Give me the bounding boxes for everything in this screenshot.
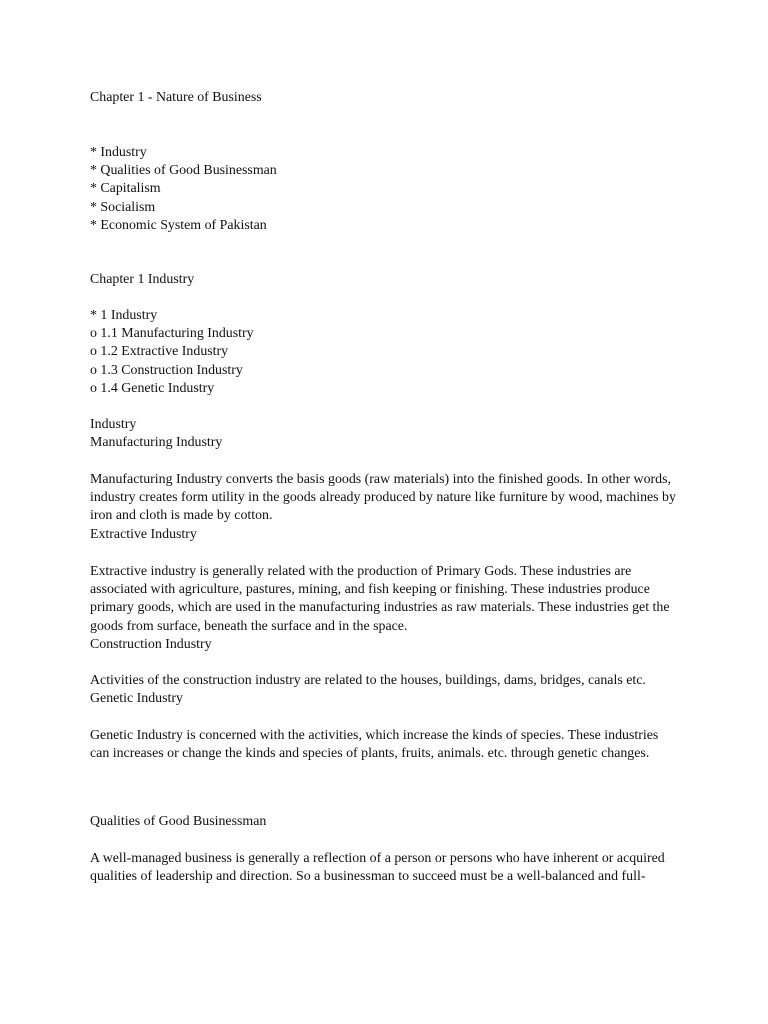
heading-manufacturing: Manufacturing Industry — [90, 435, 223, 451]
section-title-text: Chapter 1 Industry — [90, 272, 195, 287]
heading-qualities: Qualities of Good Businessman — [90, 814, 267, 829]
toc-item: * Economic System of Pakistan — [90, 217, 267, 233]
toc-item: * Industry — [90, 145, 147, 160]
qualities-section — [90, 850, 690, 886]
paragraph-line: A well-managed business is generally a reflection of a person or persons who have inherent or acquired — [90, 851, 665, 866]
paragraph-line: Extractive industry is generally related with the production of Primary Gods. These industries are — [90, 564, 632, 579]
construction-section — [90, 672, 690, 708]
paragraph-line: qualities of leadership and direction. So a businessman to succeed must be a well-balanced and full- — [90, 869, 646, 885]
paragraph-line: Genetic Industry is concerned with the activities, which increase the kinds of species. These industries — [90, 728, 659, 743]
chapter-title-text: Chapter 1 - Nature of Business — [90, 90, 262, 105]
paragraph-line: can increases or change the kinds and species of plants, fruits, animals. etc. through genetic changes. — [90, 746, 650, 762]
section-title — [90, 271, 690, 289]
manufacturing-section — [90, 471, 690, 544]
heading-industry: Industry — [90, 417, 137, 432]
heading-genetic: Genetic Industry — [90, 691, 183, 707]
heading-extractive: Extractive Industry — [90, 526, 197, 542]
toc-item: * Capitalism — [90, 181, 161, 197]
genetic-section — [90, 727, 690, 763]
subtoc-item: o 1.4 Genetic Industry — [90, 380, 215, 396]
chapter-toc — [90, 144, 690, 235]
chapter-title — [90, 89, 690, 107]
toc-item: * Socialism — [90, 199, 156, 215]
paragraph-line: goods from surface, beneath the surface and in the space. — [90, 618, 408, 634]
subtoc-item: o 1.1 Manufacturing Industry — [90, 326, 254, 342]
heading-construction: Construction Industry — [90, 636, 212, 652]
industry-headings — [90, 416, 690, 452]
extractive-section — [90, 563, 690, 654]
paragraph-line: industry creates form utility in the goods already produced by nature like furniture by wood, machines by — [90, 490, 676, 506]
paragraph-line: iron and cloth is made by cotton. — [90, 508, 273, 524]
paragraph-line: Activities of the construction industry are related to the houses, buildings, dams, bridges, canals etc. — [90, 673, 646, 688]
paragraph-line: associated with agriculture, pastures, mining, and fish keeping or finishing. These industries produce — [90, 582, 650, 598]
qualities-heading — [90, 813, 690, 831]
section-toc — [90, 307, 690, 398]
subtoc-item: o 1.2 Extractive Industry — [90, 344, 229, 360]
paragraph-line: primary goods, which are used in the manufacturing industries as raw materials. These industries get the — [90, 600, 670, 616]
toc-item: * Qualities of Good Businessman — [90, 163, 277, 179]
subtoc-item: * 1 Industry — [90, 308, 158, 323]
subtoc-item: o 1.3 Construction Industry — [90, 362, 243, 378]
paragraph-line: Manufacturing Industry converts the basis goods (raw materials) into the finished goods. In other words, — [90, 472, 671, 487]
